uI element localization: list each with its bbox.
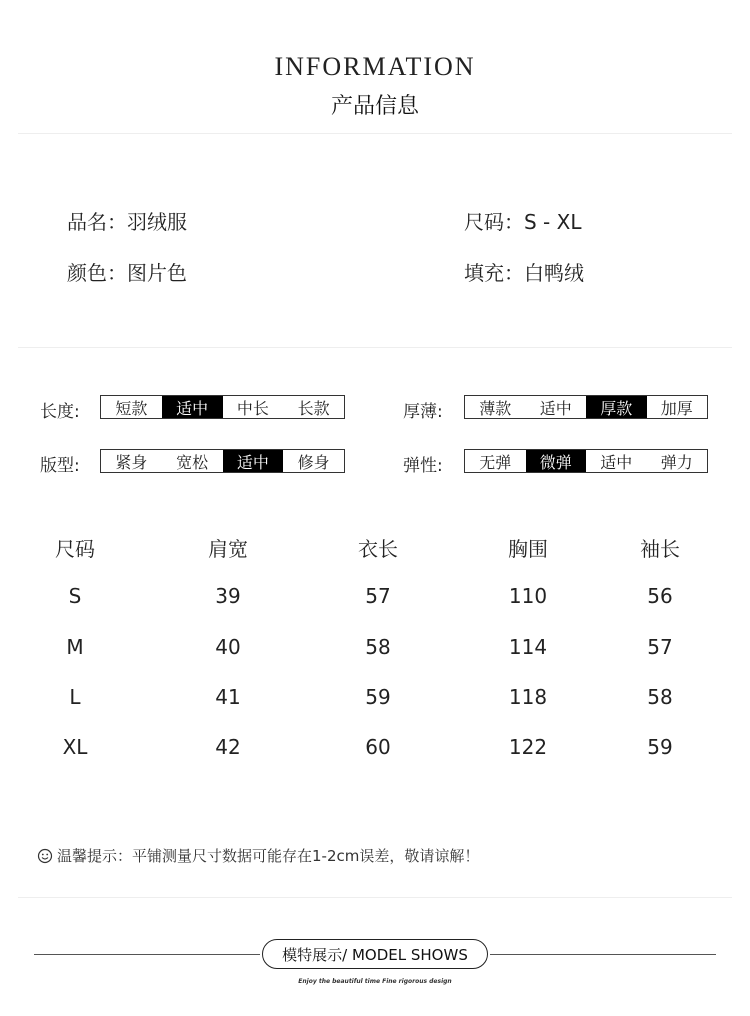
table-cell: 110 xyxy=(508,584,548,608)
model-shows-label: 模特展示/ MODEL SHOWS xyxy=(262,939,488,969)
attr-elasticity-option: 适中 xyxy=(600,452,633,472)
attr-thickness-option: 加厚 xyxy=(660,398,693,418)
attr-thickness-option: 适中 xyxy=(539,398,572,418)
attr-elasticity-label: 弹性: xyxy=(403,456,443,476)
attr-thickness-label: 厚薄: xyxy=(403,402,443,422)
attr-fit-label: 版型: xyxy=(40,456,80,476)
attr-thickness-option: 厚款 xyxy=(586,396,647,418)
smile-icon xyxy=(37,848,53,864)
attr-fit-options xyxy=(100,449,345,473)
table-cell: 59 xyxy=(365,685,391,709)
table-header-cell: 袖长 xyxy=(640,537,680,561)
attr-length-option: 短款 xyxy=(115,398,148,418)
attr-length-label: 长度: xyxy=(40,402,80,422)
table-header-cell: 胸围 xyxy=(508,537,548,561)
attr-length-option: 长款 xyxy=(297,398,330,418)
table-cell: S xyxy=(68,584,82,608)
table-cell: 56 xyxy=(647,584,673,608)
table-cell: 122 xyxy=(508,735,548,759)
table-cell: 58 xyxy=(647,685,673,709)
table-cell: 114 xyxy=(508,635,548,659)
info-color xyxy=(67,257,187,286)
tip-text: 温馨提示：平铺测量尺寸数据可能存在1-2cm误差，敬请谅解！ xyxy=(57,847,480,865)
table-cell: 39 xyxy=(215,584,241,608)
attr-length-option: 适中 xyxy=(162,396,223,418)
info-divider xyxy=(18,347,732,348)
attr-elasticity-option: 微弹 xyxy=(526,450,587,472)
info-name-value: 羽绒服 xyxy=(127,210,187,234)
attr-fit-option: 修身 xyxy=(297,452,330,472)
table-cell: 118 xyxy=(508,685,548,709)
attr-fit-option: 宽松 xyxy=(176,452,209,472)
info-color-label: 颜色： xyxy=(67,261,127,285)
table-header-cell: 肩宽 xyxy=(208,537,248,561)
tip xyxy=(37,845,479,866)
header-divider xyxy=(18,133,732,134)
table-cell: 42 xyxy=(215,735,241,759)
table-cell: 41 xyxy=(215,685,241,709)
attr-fit-option: 适中 xyxy=(223,450,284,472)
info-size-label: 尺码： xyxy=(464,210,524,234)
title-cn: 产品信息 xyxy=(330,94,419,119)
attr-elasticity-options xyxy=(464,449,708,473)
table-cell: 57 xyxy=(365,584,391,608)
attr-length-options xyxy=(100,395,345,419)
table-cell: 59 xyxy=(647,735,673,759)
footer-line-right xyxy=(490,954,716,955)
table-cell: 57 xyxy=(647,635,673,659)
info-fill-label: 填充： xyxy=(464,261,524,285)
info-fill xyxy=(464,257,584,286)
table-cell: XL xyxy=(62,735,88,759)
table-cell: 40 xyxy=(215,635,241,659)
table-cell: M xyxy=(66,635,84,659)
info-color-value: 图片色 xyxy=(127,261,187,285)
table-header-cell: 衣长 xyxy=(358,537,398,561)
table-cell: 60 xyxy=(365,735,391,759)
info-fill-value: 白鸭绒 xyxy=(524,261,584,285)
attr-length-option: 中长 xyxy=(236,398,269,418)
table-cell: L xyxy=(69,685,81,709)
table-cell: 58 xyxy=(365,635,391,659)
footer-line-left xyxy=(34,954,260,955)
tip-divider xyxy=(18,897,732,898)
info-name-label: 品名： xyxy=(67,210,127,234)
table-header-cell: 尺码 xyxy=(55,537,95,561)
attr-thickness-options xyxy=(464,395,708,419)
attr-fit-option: 紧身 xyxy=(115,452,148,472)
info-name xyxy=(67,206,187,235)
info-size-value: S - XL xyxy=(524,210,582,234)
attr-elasticity-option: 弹力 xyxy=(660,452,693,472)
attr-elasticity-option: 无弹 xyxy=(479,452,512,472)
title-en: INFORMATION xyxy=(274,52,476,81)
footer-subtitle: Enjoy the beautiful time Fine rigorous design xyxy=(298,978,452,985)
attr-thickness-option: 薄款 xyxy=(479,398,512,418)
info-size xyxy=(464,206,581,235)
